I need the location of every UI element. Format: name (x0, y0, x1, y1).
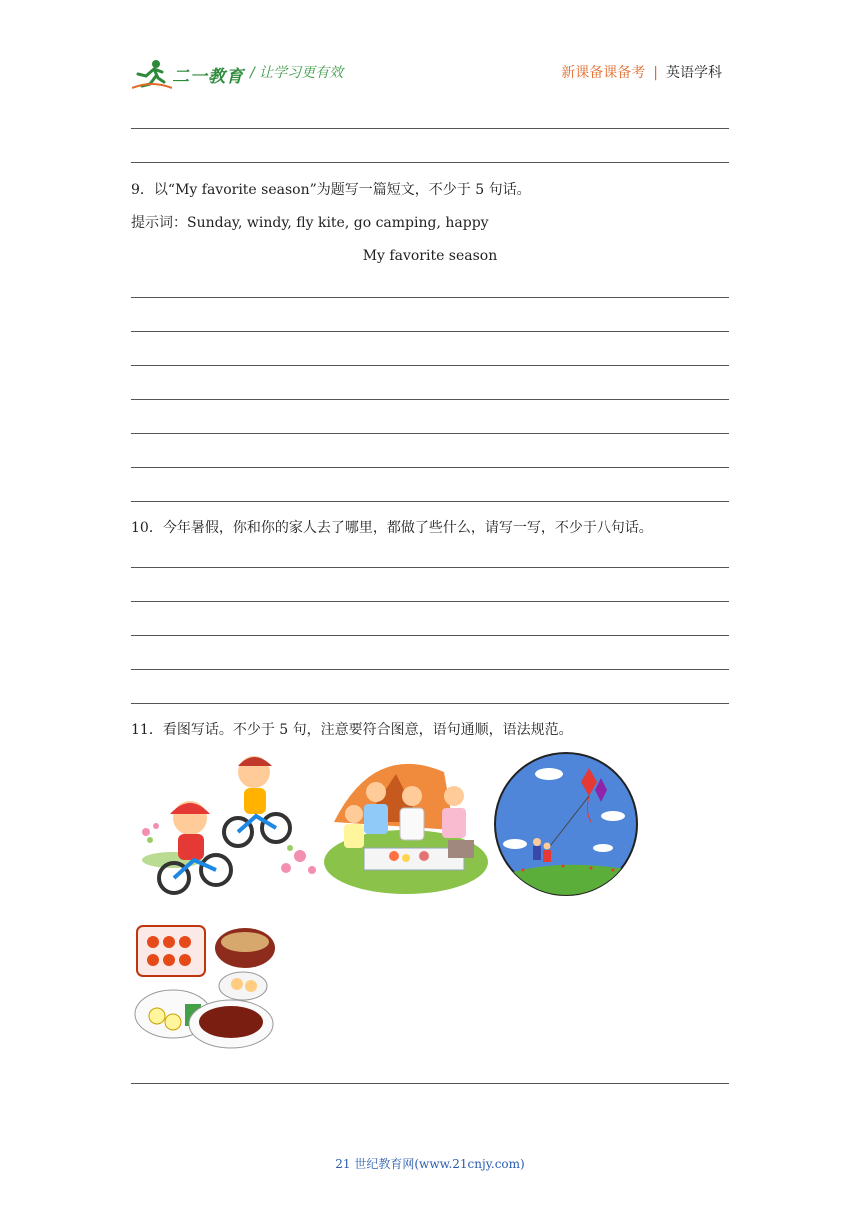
brand-label: 新课备课备考 (561, 65, 646, 81)
question-9-hint: 提示词：Sunday, windy, fly kite, go camping, happy (131, 215, 489, 231)
header-separator: | (653, 65, 658, 81)
logo-text: 二一教育 (172, 67, 244, 87)
question-10-prompt: 10．今年暑假，你和你的家人去了哪里，都做了些什么，请写一写，不少于八句话。 (131, 520, 653, 536)
answer-line[interactable] (131, 365, 729, 366)
answer-line[interactable] (131, 331, 729, 332)
answer-line[interactable] (131, 669, 729, 670)
answer-line[interactable] (131, 297, 729, 298)
answer-line[interactable] (131, 567, 729, 568)
answer-line[interactable] (131, 601, 729, 602)
answer-line[interactable] (131, 703, 729, 704)
question-11-prompt: 11．看图写话。不少于 5 句，注意要符合图意，语句通顺，语法规范。 (131, 722, 573, 738)
subject-label: 英语学科 (666, 65, 722, 81)
answer-line[interactable] (131, 433, 729, 434)
food-picture (133, 912, 283, 1052)
answer-line[interactable] (131, 635, 729, 636)
essay-title: My favorite season (362, 248, 498, 264)
question-9-prompt: 9．以“My favorite season”为题写一篇短文，不少于 5 句话。 (131, 182, 531, 198)
answer-line[interactable] (131, 128, 729, 129)
kite-flying-picture (493, 752, 639, 896)
slogan: / 让学习更有效 (250, 65, 344, 81)
answer-line[interactable] (131, 399, 729, 400)
picnic-camping-picture (324, 752, 488, 894)
answer-line[interactable] (131, 467, 729, 468)
answer-line[interactable] (131, 501, 729, 502)
bike-riding-picture (132, 752, 322, 897)
header-right (561, 62, 722, 82)
answer-line[interactable] (131, 162, 729, 163)
footer-source: 21 世纪教育网(www.21cnjy.com) (335, 1157, 525, 1171)
answer-line[interactable] (131, 1083, 729, 1084)
